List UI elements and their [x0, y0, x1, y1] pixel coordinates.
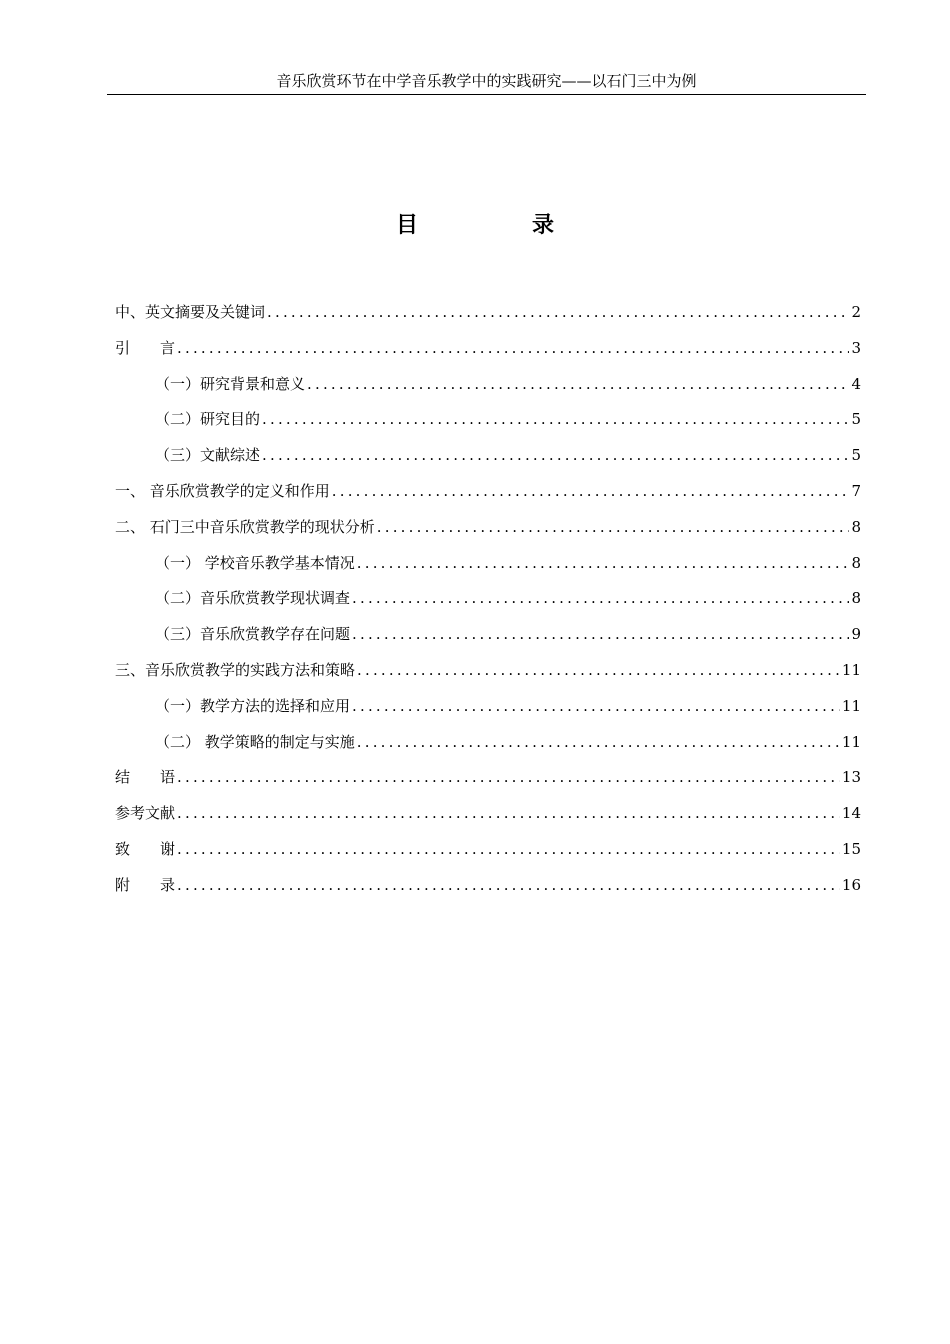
toc-dot-leader [357, 653, 840, 689]
toc-entry-page: 5 [851, 410, 861, 429]
toc-dot-leader [262, 438, 849, 474]
running-header [107, 70, 866, 95]
toc-entry-page: 5 [851, 446, 861, 465]
toc-entry-page: 11 [841, 660, 861, 679]
toc-entry-page: 8 [851, 517, 861, 536]
toc-entry[interactable] [115, 510, 861, 546]
toc-dot-leader [267, 295, 849, 331]
toc-dot-leader [332, 474, 850, 510]
toc-entry-label: 三、音乐欣赏教学的实践方法和策略 [115, 660, 356, 679]
toc-entry[interactable] [115, 832, 861, 868]
toc-subentry[interactable] [115, 725, 861, 761]
toc-entry[interactable] [115, 474, 861, 510]
toc-dot-leader [177, 331, 849, 367]
toc-dot-leader [352, 617, 849, 653]
toc-entry-label: 结 语 [115, 768, 176, 787]
toc-entry[interactable] [115, 760, 861, 796]
toc-dot-leader [352, 581, 849, 617]
toc-subentry[interactable] [115, 402, 861, 438]
toc-dot-leader [177, 832, 840, 868]
toc-entry-page: 8 [851, 553, 861, 572]
toc-subentry[interactable] [115, 438, 861, 474]
toc-subentry[interactable] [115, 581, 861, 617]
toc-subentry[interactable] [115, 546, 861, 582]
table-of-contents [115, 295, 861, 904]
toc-entry-label: 参考文献 [115, 804, 176, 823]
toc-entry-label: （一） 学校音乐教学基本情况 [155, 553, 355, 572]
toc-entry[interactable] [115, 868, 861, 904]
toc-dot-leader [357, 725, 840, 761]
toc-dot-leader [177, 796, 840, 832]
toc-entry-label: （二） 教学策略的制定与实施 [155, 732, 355, 751]
toc-dot-leader [377, 510, 850, 546]
toc-entry-label: （二）音乐欣赏教学现状调查 [155, 589, 351, 608]
toc-dot-leader [262, 402, 849, 438]
toc-entry[interactable] [115, 653, 861, 689]
toc-entry-page: 7 [851, 481, 861, 500]
toc-entry-label: 中、英文摘要及关键词 [115, 303, 266, 321]
toc-entry-label: （二）研究目的 [155, 410, 261, 429]
toc-entry-page: 13 [841, 768, 861, 787]
toc-dot-leader [177, 868, 840, 904]
toc-entry-page: 9 [851, 625, 861, 644]
toc-entry-label: 附 录 [115, 875, 176, 894]
toc-entry-page: 15 [841, 839, 861, 858]
toc-subentry[interactable] [115, 367, 861, 403]
toc-entry-page: 11 [841, 732, 861, 751]
toc-entry[interactable] [115, 796, 861, 832]
toc-entry-page: 16 [841, 875, 861, 894]
toc-entry-label: （三）音乐欣赏教学存在问题 [155, 625, 351, 644]
toc-entry-page: 4 [851, 374, 861, 393]
toc-entry-page: 14 [841, 804, 861, 823]
toc-title: 目 录 [395, 212, 600, 238]
toc-entry-label: （一）研究背景和意义 [155, 374, 306, 393]
toc-subentry[interactable] [115, 617, 861, 653]
toc-entry-page: 3 [851, 338, 861, 357]
running-header-title: 音乐欣赏环节在中学音乐教学中的实践研究——以石门三中为例 [276, 72, 697, 90]
toc-entry-label: （一）教学方法的选择和应用 [155, 696, 351, 715]
toc-entry-label: 一、 音乐欣赏教学的定义和作用 [115, 481, 330, 500]
toc-entry-label: 致 谢 [115, 839, 176, 858]
toc-entry-label: 二、 石门三中音乐欣赏教学的现状分析 [115, 517, 375, 536]
toc-entry-label: 引 言 [115, 338, 176, 357]
toc-entry-label: （三）文献综述 [155, 446, 261, 465]
toc-entry[interactable] [115, 295, 861, 331]
toc-entry[interactable] [115, 331, 861, 367]
toc-dot-leader [177, 760, 840, 796]
toc-subentry[interactable] [115, 689, 861, 725]
toc-entry-page: 11 [841, 696, 861, 715]
toc-dot-leader [352, 689, 840, 725]
toc-entry-page: 2 [851, 303, 861, 321]
toc-dot-leader [307, 367, 849, 403]
toc-dot-leader [357, 546, 850, 582]
toc-entry-page: 8 [851, 589, 861, 608]
